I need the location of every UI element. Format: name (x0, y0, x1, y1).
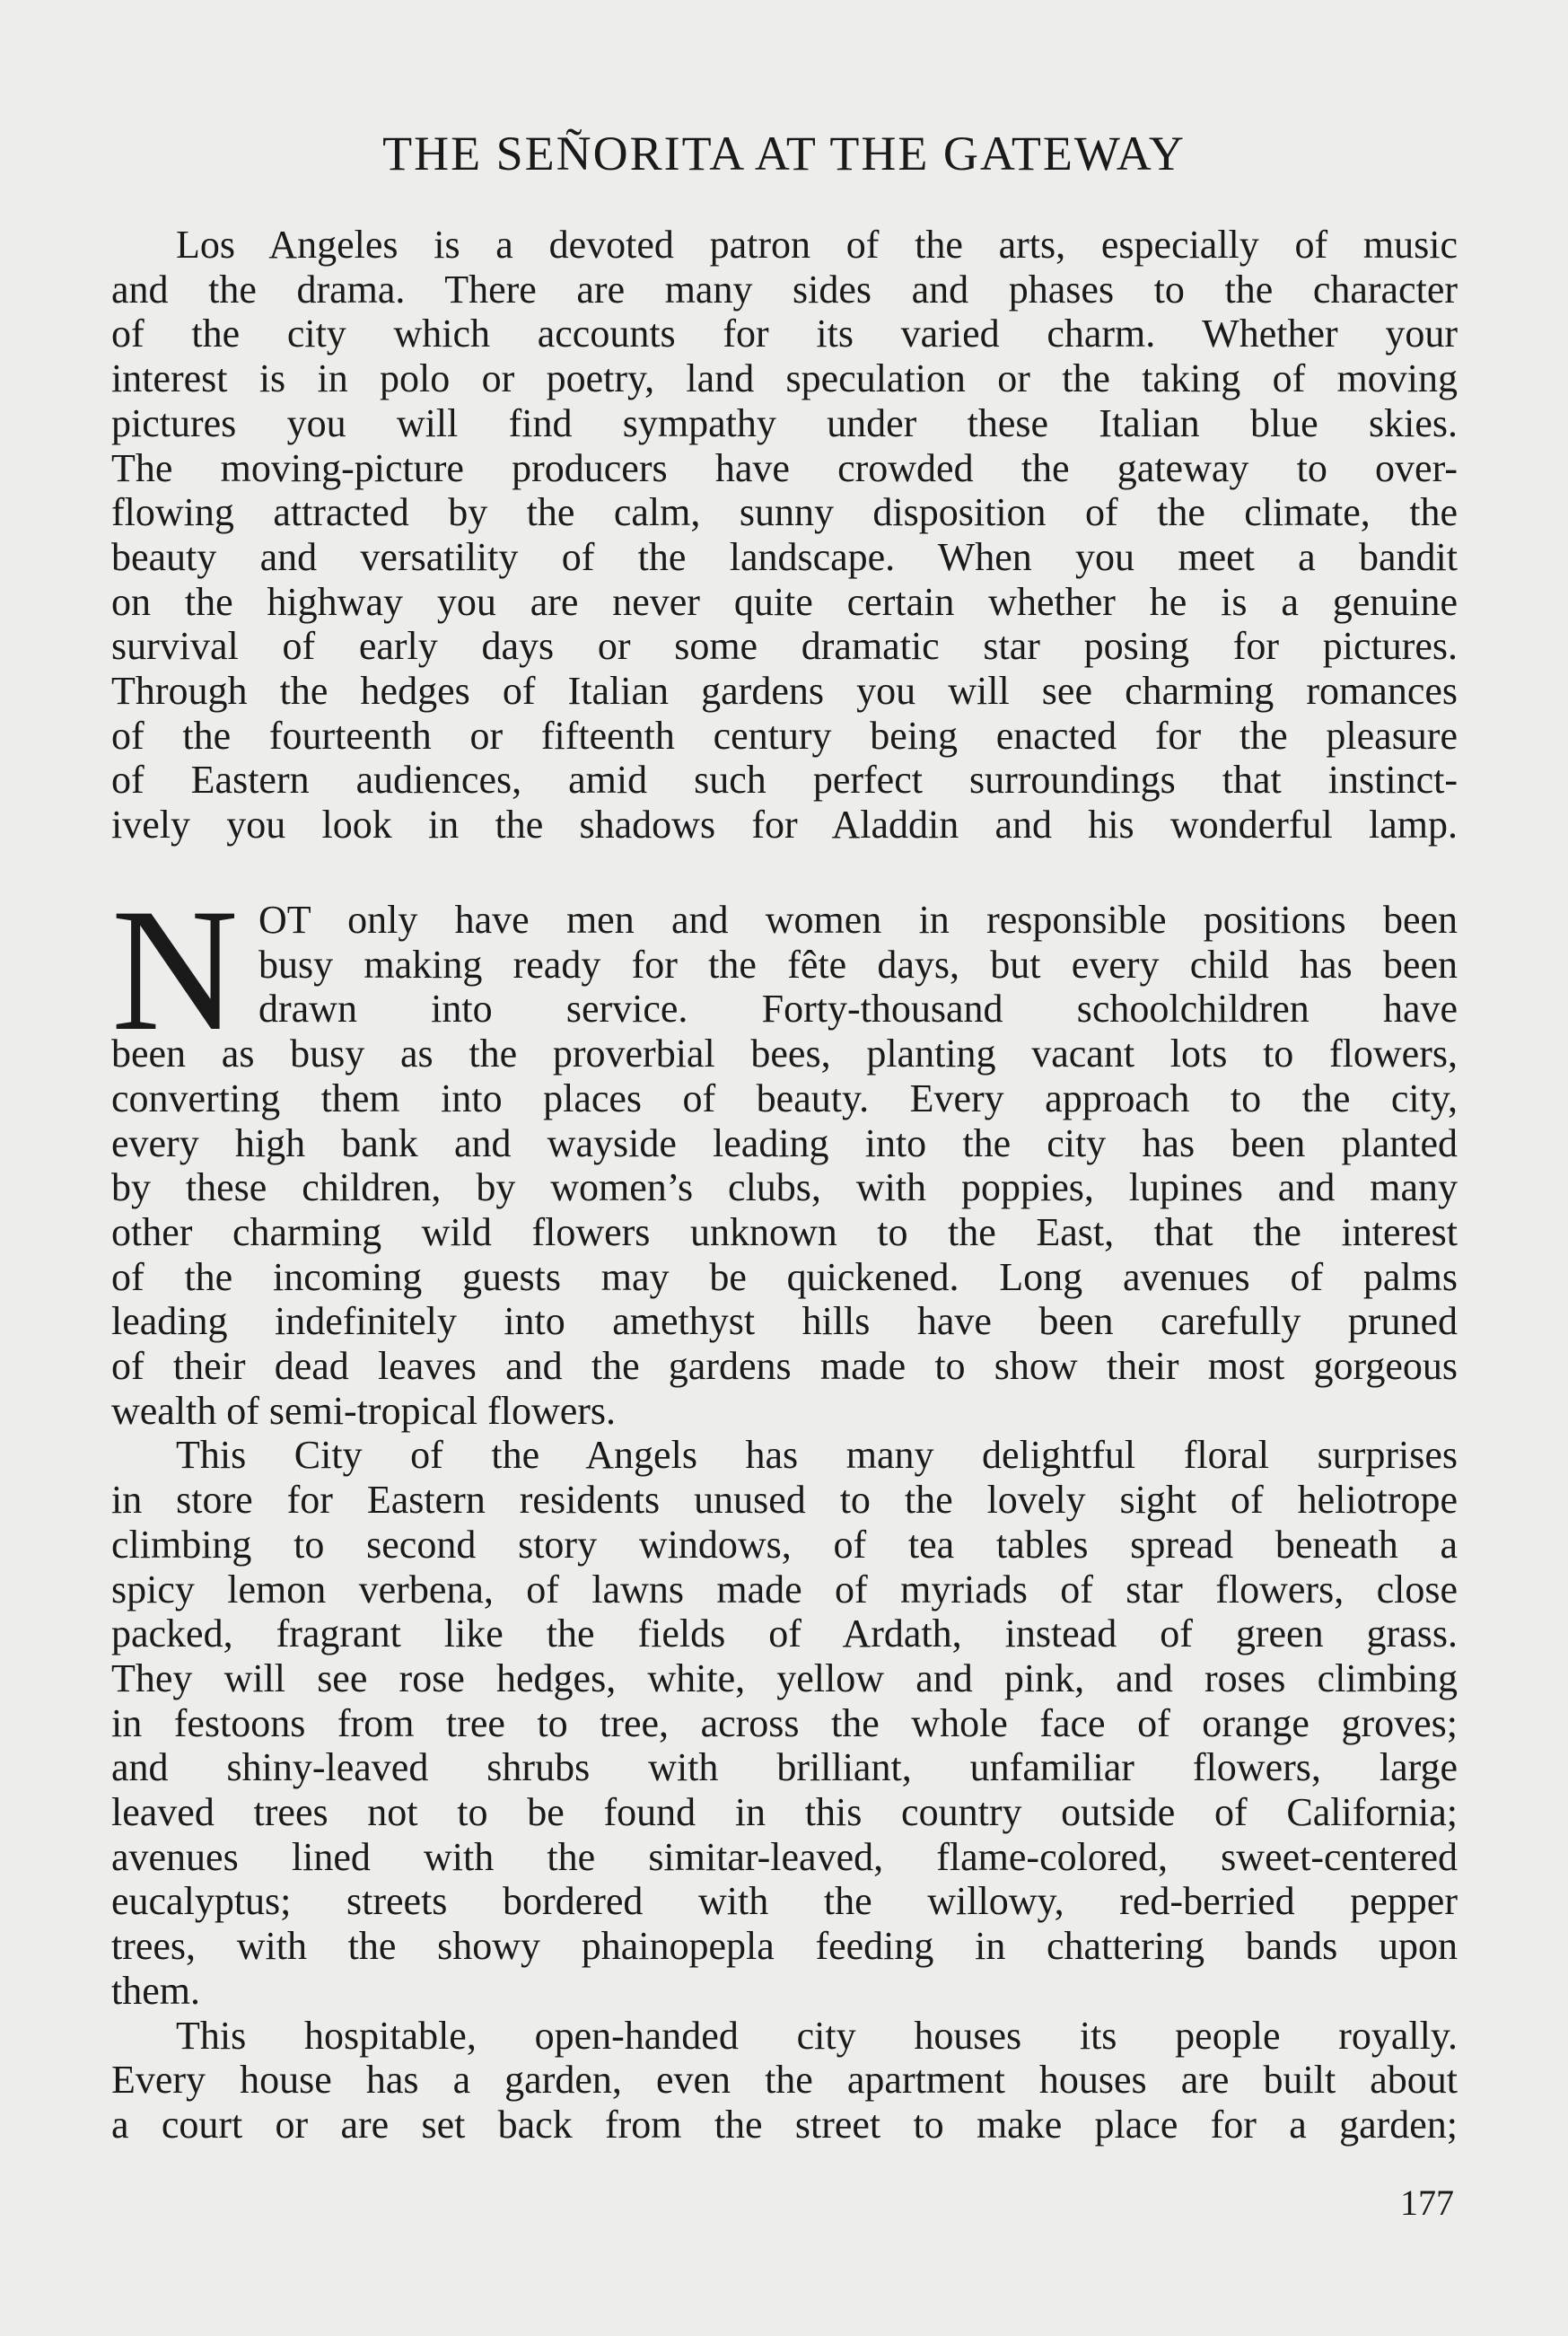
text-line: leading indefinitely into amethyst hills have been carefully pruned (111, 1299, 1458, 1344)
text-line: and shiny-leaved shrubs with brilliant, unfamiliar flowers, large (111, 1745, 1458, 1790)
text-line: ively you look in the shadows for Aladdin and his wonderful lamp. (111, 803, 1458, 847)
text-line: Through the hedges of Italian gardens you will see charming romances (111, 669, 1458, 714)
page-title: THE SEÑORITA AT THE GATEWAY (382, 127, 1186, 180)
text-line: This hospitable, open-handed city houses its people royally. (176, 2013, 1458, 2058)
paragraph-floral-planting (111, 1032, 1458, 1433)
text-line: Los Angeles is a devoted patron of the arts, especially of music (176, 223, 1458, 267)
text-line: of the incoming guests may be quickened. Long avenues of palms (111, 1254, 1458, 1299)
text-line: them. (111, 1968, 200, 2013)
text-line: climbing to second story windows, of tea tables spread beneath a (111, 1522, 1458, 1567)
text-line: Every house has a garden, even the apartment houses are built about (111, 2058, 1458, 2103)
text-line: every high bank and wayside leading into the city has been planted (111, 1120, 1458, 1165)
text-line: eucalyptus; streets bordered with the willowy, red-berried pepper (111, 1879, 1458, 1924)
text-line: This City of the Angels has many delightful floral surprises (176, 1433, 1458, 1478)
text-line: trees, with the showy phainopepla feeding in chattering bands upon (111, 1924, 1458, 1969)
text-line: They will see rose hedges, white, yellow and pink, and roses climbing (111, 1655, 1458, 1700)
drop-cap-lines (111, 898, 1458, 1032)
text-line: of the fourteenth or fifteenth century being enacted for the pleasure (111, 713, 1458, 758)
text-line: a court or are set back from the street to make place for a garden; (111, 2102, 1458, 2147)
text-line: of Eastern audiences, amid such perfect surroundings that instinct- (111, 758, 1458, 803)
paragraph-hospitable-city (111, 2014, 1458, 2147)
text-line: spicy lemon verbena, of lawns made of myriads of star flowers, close (111, 1567, 1458, 1611)
text-line: on the highway you are never quite certain whether he is a genuine (111, 579, 1458, 624)
text-line: of the city which accounts for its varied charm. Whether your (111, 312, 1458, 356)
text-line: in store for Eastern residents unused to the lovely sight of heliotrope (111, 1478, 1458, 1523)
text-line: and the drama. There are many sides and phases to the character (111, 267, 1458, 312)
text-line: OT only have men and women in responsible positions been (258, 898, 1458, 942)
text-line: survival of early days or some dramatic star posing for pictures. (111, 624, 1458, 669)
body-text (111, 873, 1458, 2147)
intro-paragraph (111, 223, 1458, 847)
text-line: drawn into service. Forty-thousand schoolchildren have (258, 987, 1458, 1032)
text-line: interest is in polo or poetry, land speculation or the taking of moving (111, 356, 1458, 401)
text-line: been as busy as the proverbial bees, planting vacant lots to flowers, (111, 1032, 1458, 1076)
text-line: flowing attracted by the calm, sunny disposition of the climate, the (111, 490, 1458, 535)
text-line: leaved trees not to be found in this country outside of California; (111, 1790, 1458, 1835)
text-line: packed, fragrant like the fields of Ardath, instead of green grass. (111, 1611, 1458, 1656)
text-line: wealth of semi-tropical flowers. (111, 1388, 617, 1433)
text-line: other charming wild flowers unknown to the East, that the interest (111, 1209, 1458, 1254)
paragraph-city-of-angels (111, 1433, 1458, 2013)
text-line: busy making ready for the fête days, but every child has been (258, 942, 1458, 987)
text-line: by these children, by women’s clubs, with poppies, lupines and many (111, 1165, 1458, 1210)
text-line: of their dead leaves and the gardens made to show their most gorgeous (111, 1344, 1458, 1389)
text-line: The moving-picture producers have crowded the gateway to over- (111, 445, 1458, 490)
text-line: pictures you will find sympathy under these Italian blue skies. (111, 400, 1458, 445)
text-line: avenues lined with the simitar-leaved, flame-colored, sweet-centered (111, 1834, 1458, 1879)
text-line: converting them into places of beauty. Every approach to the city, (111, 1076, 1458, 1120)
drop-cap-letter: N (111, 873, 239, 1067)
text-line: in festoons from tree to tree, across the whole face of orange groves; (111, 1700, 1458, 1745)
text-line: beauty and versatility of the landscape. When you meet a bandit (111, 534, 1458, 579)
page-number: 177 (1400, 2182, 1454, 2223)
